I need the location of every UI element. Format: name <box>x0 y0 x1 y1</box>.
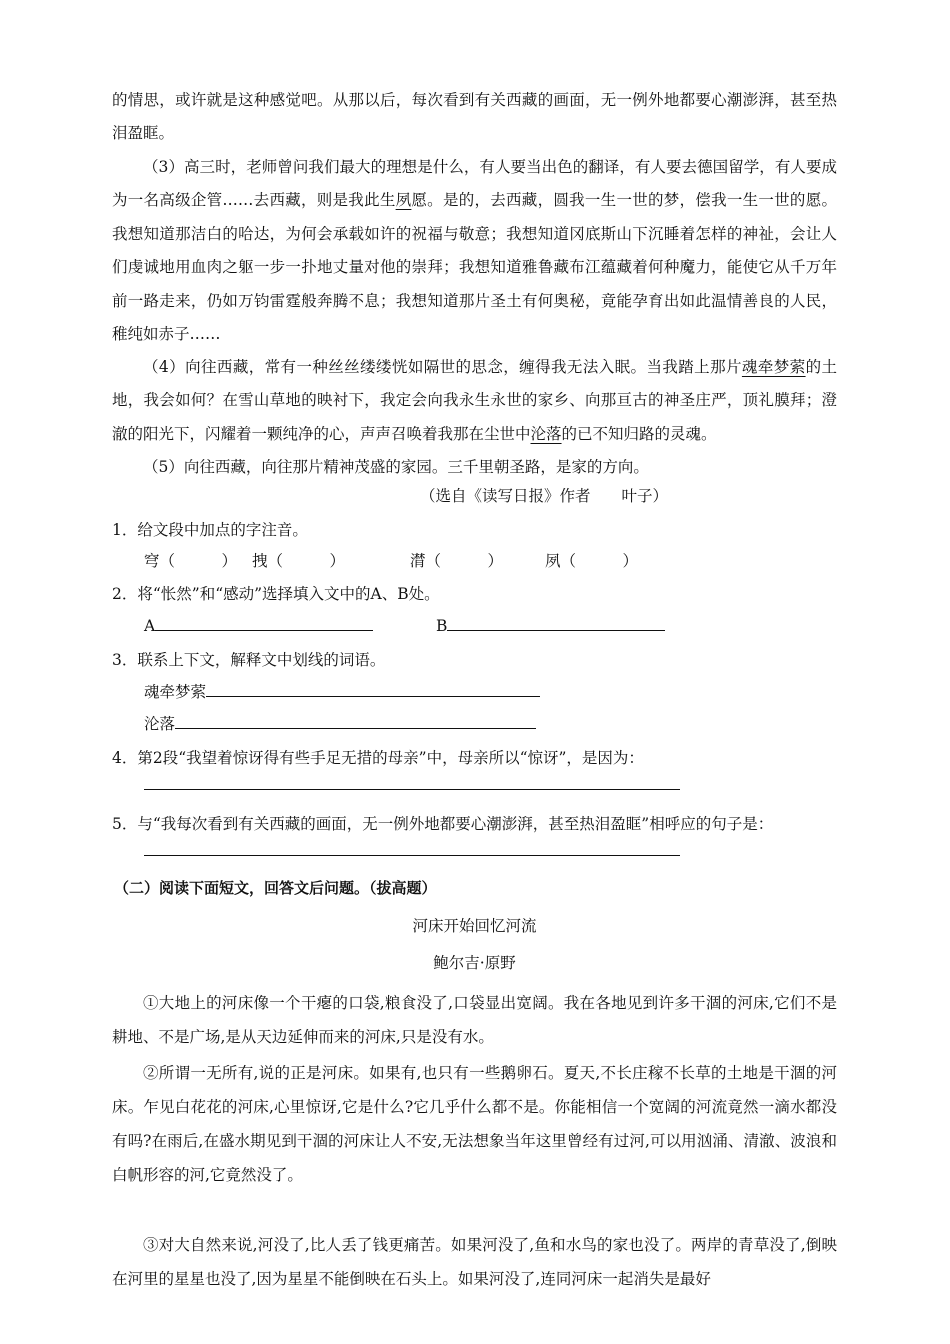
answer-blank-a[interactable]: A <box>144 614 373 635</box>
underlined-word-lunluo: 沦落 <box>530 424 562 443</box>
question-4: 4．第2段“我望着惊讶得有些手足无措的母亲”中，母亲所以“惊讶”，是因为： <box>112 749 644 767</box>
section-2-heading: （二）阅读下面短文，回答文后问题。（拔高题） <box>114 879 437 897</box>
answer-blank-q5[interactable] <box>144 839 680 860</box>
answer-blank-hunqianmengying[interactable]: 魂牵梦萦 <box>144 680 540 702</box>
article-paragraph-4: （4）向往西藏，常有一种丝丝缕缕恍如隔世的思念，缠得我无法入眠。当我踏上那片魂牵梦萦的土地，我会如何？在雪山草地的映衬下，我定会向我永生永世的家乡、向那亘古的神圣庄严，顶礼膜拜；澄澈的阳光下，闪耀着一颗纯净的心，声声召唤着我那在尘世中沦落的已不知归路的灵魂。 <box>112 358 837 443</box>
pinyin-item-shan: 潸（ ） <box>410 552 504 570</box>
story-author: 鲍尔吉·原野 <box>433 954 516 972</box>
story-paragraph-2: ②所谓一无所有,说的正是河床。如果有,也只有一些鹅卵石。夏天,不长庄稼不长草的土地是干涸的河床。乍见白花花的河床,心里惊讶,它是什么?它几乎什么都不是。你能相信一个宽阔的河流竟然一滴水都没有吗?在雨后,在盛水期见到干涸的河床让人不安,无法想象当年这里曾经有过河,可以用汹涌、清澈、波浪和白帆形容的河,它竟然没了。 <box>112 1064 837 1184</box>
story-title: 河床开始回忆河流 <box>412 917 537 935</box>
question-2: 2．将“怅然”和“感动”选择填入文中的A、B处。 <box>112 585 440 603</box>
answer-blank-b[interactable]: B <box>436 614 665 635</box>
article-paragraph-5: （5）向往西藏，向往那片精神茂盛的家园。三千里朝圣路，是家的方向。 <box>143 458 649 476</box>
article-paragraph-3: （3）高三时，老师曾问我们最大的理想是什么，有人要当出色的翻译，有人要去德国留学，有人要成为一名高级企管……去西藏，则是我此生夙愿。是的，去西藏，圆我一生一世的梦，偿我一生一世的愿。我想知道那洁白的哈达，为何会承载如许的祝福与敬意；我想知道冈底斯山下沉睡着怎样的神祉，会让人们虔诚地用血肉之躯一步一扑地丈量对他的崇拜；我想知道雅鲁藏布江蕴藏着何种魔力，能使它从千万年前一路走来，仍如万钧雷霆般奔腾不息；我想知道那片圣土有何奥秘，竟能孕育出如此温情善良的人民，稚纯如赤子…… <box>112 158 837 344</box>
question-3: 3．联系上下文，解释文中划线的词语。 <box>112 651 386 669</box>
question-5: 5．与“我每次看到有关西藏的画面，无一例外地都要心潮澎湃，甚至热泪盈眶”相呼应的句子是： <box>112 815 774 833</box>
question-1: 1．给文段中加点的字注音。 <box>112 521 308 539</box>
answer-blank-lunluo[interactable]: 沦落 <box>144 712 536 734</box>
article-source: （选自《读写日报》作者 叶子） <box>420 487 669 505</box>
story-paragraph-1: ①大地上的河床像一个干瘪的口袋,粮食没了,口袋显出宽阔。我在各地见到许多干涸的河床,它们不是耕地、不是广场,是从天边延伸而来的河床,只是没有水。 <box>112 994 837 1046</box>
answer-blank-q4[interactable] <box>144 773 680 794</box>
article-paragraph-continued: 的情思，或许就是这种感觉吧。从那以后，每次看到有关西藏的画面，无一例外地都要心潮澎湃，甚至热泪盈眶。 <box>112 91 837 143</box>
story-paragraph-3: ③对大自然来说,河没了,比人丢了钱更痛苦。如果河没了,鱼和水鸟的家也没了。两岸的青草没了,倒映在河里的星星也没了,因为星星不能倒映在石头上。如果河没了,连同河床一起消失是最好 <box>112 1236 837 1288</box>
pinyin-item-qiong: 穹（ ） <box>144 552 238 570</box>
underlined-word-hunqianmengying: 魂牵梦萦 <box>741 358 806 376</box>
underlined-word-suyuan: 夙 <box>395 191 412 210</box>
pinyin-item-zhuai: 拽（ ） <box>252 552 346 570</box>
pinyin-item-su: 夙（ ） <box>545 552 639 570</box>
